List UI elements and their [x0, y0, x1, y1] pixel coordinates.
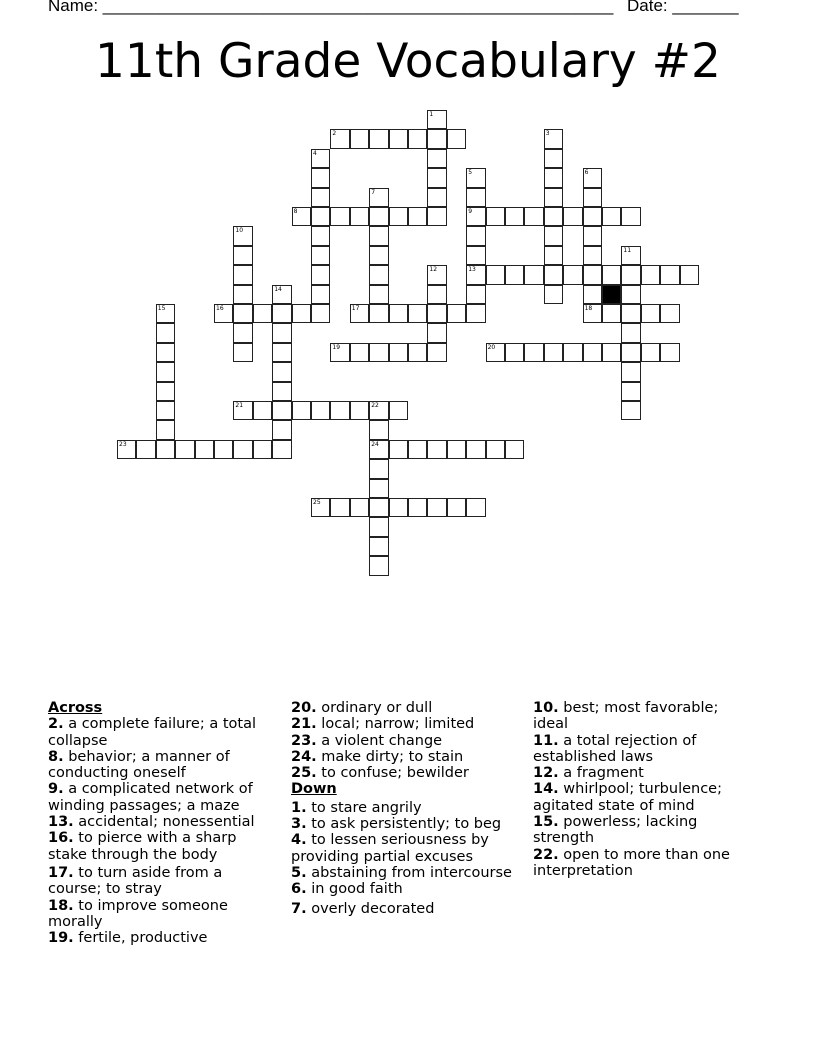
crossword-cell[interactable]: [233, 323, 252, 342]
clue-number: 8: [293, 208, 298, 215]
crossword-cell[interactable]: [583, 265, 602, 284]
clue-number: 24: [371, 440, 379, 448]
name-field[interactable]: Name: ______________________________________________________: [48, 0, 614, 15]
crossword-cell[interactable]: [583, 207, 602, 226]
clue-number: 13: [468, 266, 476, 274]
crossword-cell[interactable]: [486, 343, 505, 362]
crossword-cell[interactable]: [427, 149, 446, 168]
crossword-cell[interactable]: [272, 382, 291, 401]
crossword-cell[interactable]: [505, 440, 524, 459]
clues-column-2: [291, 700, 521, 917]
crossword-cell[interactable]: [369, 459, 388, 478]
clues-column-1: [48, 700, 278, 946]
crossword-cell[interactable]: [369, 188, 388, 207]
crossword-cell[interactable]: [292, 207, 311, 226]
crossword-cell[interactable]: [156, 401, 175, 420]
crossword-cell[interactable]: [350, 129, 369, 148]
crossword-cell[interactable]: [311, 207, 330, 226]
crossword-cell[interactable]: [621, 207, 640, 226]
crossword-cell[interactable]: [466, 265, 485, 284]
crossword-cell[interactable]: [369, 556, 388, 575]
crossword-cell[interactable]: [466, 226, 485, 245]
crossword-cell[interactable]: [311, 226, 330, 245]
crossword-cell[interactable]: [253, 440, 272, 459]
crossword-cell[interactable]: [660, 265, 679, 284]
clue-across: 13. accidental; nonessential: [48, 814, 255, 831]
crossword-cell[interactable]: [427, 498, 446, 517]
crossword-cell[interactable]: [369, 265, 388, 284]
crossword-cell[interactable]: [233, 343, 252, 362]
crossword-cell[interactable]: [156, 382, 175, 401]
crossword-cell[interactable]: [583, 285, 602, 304]
clue-across: 8. behavior; a manner of conducting oneself: [48, 748, 230, 782]
clue-across: 25. to confuse; bewilder: [291, 765, 469, 782]
clue-down: 7. overly decorated: [291, 900, 435, 917]
clue-down: 15. powerless; lacking strength: [533, 814, 698, 847]
crossword-cell[interactable]: [389, 343, 408, 362]
crossword-cell[interactable]: [524, 265, 543, 284]
crossword-cell[interactable]: [427, 440, 446, 459]
crossword-cell[interactable]: [350, 401, 369, 420]
clue-number: 21: [235, 402, 244, 409]
crossword-cell[interactable]: [272, 401, 291, 420]
crossword-cell[interactable]: [544, 343, 563, 362]
down-heading: Down: [291, 781, 337, 798]
crossword-cell[interactable]: [350, 498, 369, 517]
crossword-cell[interactable]: [369, 226, 388, 245]
crossword-cell[interactable]: [602, 304, 621, 323]
crossword-cell[interactable]: [389, 304, 408, 323]
clue-number: 9: [468, 208, 473, 215]
crossword-cell[interactable]: [311, 168, 330, 187]
crossword-cell[interactable]: [408, 440, 427, 459]
crossword-cell[interactable]: [466, 498, 485, 517]
clue-number: 2: [332, 130, 337, 138]
crossword-cell[interactable]: [214, 440, 233, 459]
crossword-cell[interactable]: [486, 207, 505, 226]
crossword-cell[interactable]: [544, 168, 563, 187]
crossword-cell[interactable]: [621, 401, 640, 420]
crossword-cell[interactable]: [272, 285, 291, 304]
crossword-cell[interactable]: [583, 343, 602, 362]
crossword-cell[interactable]: [156, 343, 175, 362]
crossword-cell[interactable]: [408, 129, 427, 148]
crossword-cell[interactable]: [427, 188, 446, 207]
crossword-cell[interactable]: [466, 440, 485, 459]
crossword-cell[interactable]: [272, 440, 291, 459]
crossword-cell[interactable]: [408, 304, 427, 323]
crossword-cell[interactable]: [427, 265, 446, 284]
crossword-cell[interactable]: [427, 343, 446, 362]
crossword-cell[interactable]: [544, 226, 563, 245]
crossword-cell[interactable]: [621, 362, 640, 381]
crossword-cell[interactable]: [486, 265, 505, 284]
crossword-cell[interactable]: [369, 440, 388, 459]
crossword-cell[interactable]: [621, 304, 640, 323]
crossword-cell[interactable]: [621, 323, 640, 342]
crossword-cell[interactable]: [621, 382, 640, 401]
clue-down: 4. to lessen seriousness by providing partial excuses: [291, 832, 489, 865]
crossword-cell[interactable]: [466, 246, 485, 265]
crossword-cell[interactable]: [583, 226, 602, 245]
clue-number: 3: [545, 130, 550, 138]
crossword-cell[interactable]: [292, 401, 311, 420]
page-title: 11th Grade Vocabulary #2: [95, 34, 721, 89]
crossword-cell[interactable]: [369, 304, 388, 323]
crossword-cell[interactable]: [621, 246, 640, 265]
crossword-cell[interactable]: [544, 265, 563, 284]
crossword-cell[interactable]: [389, 129, 408, 148]
crossword-cell[interactable]: [369, 537, 388, 556]
clue-number: 10: [235, 227, 244, 235]
crossword-cell[interactable]: [136, 440, 155, 459]
clue-number: 19: [332, 343, 341, 351]
clue-number: 20: [487, 343, 496, 351]
crossword-cell[interactable]: [330, 207, 349, 226]
crossword-cell[interactable]: [369, 517, 388, 536]
crossword-cell[interactable]: [447, 498, 466, 517]
crossword-cell[interactable]: [660, 304, 679, 323]
crossword-cell[interactable]: [369, 246, 388, 265]
crossword-cell[interactable]: [524, 343, 543, 362]
clue-down: 5. abstaining from intercourse: [291, 864, 512, 881]
crossword-cell[interactable]: [156, 420, 175, 439]
clue-across: 9. a complicated network of winding passages; a maze: [48, 781, 253, 814]
crossword-cell[interactable]: [544, 149, 563, 168]
crossword-cell[interactable]: [505, 265, 524, 284]
crossword-cell[interactable]: [583, 168, 602, 187]
crossword-cell[interactable]: [330, 401, 349, 420]
date-field[interactable]: Date: _______: [627, 0, 739, 15]
crossword-cell[interactable]: [544, 285, 563, 304]
clue-number: 12: [429, 266, 438, 274]
crossword-cell[interactable]: [680, 265, 699, 284]
crossword-cell[interactable]: [369, 207, 388, 226]
crossword-cell[interactable]: [583, 246, 602, 265]
crossword-cell[interactable]: [311, 285, 330, 304]
crossword-cell[interactable]: [563, 207, 582, 226]
crossword-cell[interactable]: [233, 246, 252, 265]
across-heading: Across: [48, 700, 103, 716]
crossword-cell[interactable]: [427, 129, 446, 148]
crossword-cell[interactable]: [156, 362, 175, 381]
clue-number: 16: [216, 305, 224, 312]
crossword-cell[interactable]: [350, 343, 369, 362]
crossword-cell[interactable]: [389, 401, 408, 420]
crossword-cell[interactable]: [408, 498, 427, 517]
crossword-cell[interactable]: [350, 207, 369, 226]
clue-number: 5: [468, 169, 473, 177]
crossword-cell[interactable]: [253, 401, 272, 420]
crossword-cell[interactable]: [369, 479, 388, 498]
clue-across: 24. make dirty; to stain: [291, 748, 464, 765]
crossword-cell[interactable]: [641, 343, 660, 362]
clue-number: 4: [313, 149, 317, 157]
crossword-cell[interactable]: [641, 304, 660, 323]
crossword-cell[interactable]: [369, 343, 388, 362]
clue-down: 12. a fragment: [533, 765, 644, 782]
clue-across: 17. to turn aside from a course; to stray: [48, 864, 223, 898]
crossword-cell[interactable]: [311, 498, 330, 517]
crossword-cell[interactable]: [389, 440, 408, 459]
clue-across: 20. ordinary or dull: [291, 700, 433, 716]
clue-number: 17: [351, 305, 360, 312]
crossword-cell[interactable]: [563, 343, 582, 362]
clue-across: 19. fertile, productive: [48, 930, 208, 947]
crossword-cell[interactable]: [117, 440, 136, 459]
crossword-cell[interactable]: [602, 265, 621, 284]
crossword-cell[interactable]: [563, 265, 582, 284]
clue-down: 22. open to more than one interpretation: [533, 846, 730, 879]
crossword-cell[interactable]: [369, 498, 388, 517]
crossword-cell[interactable]: [330, 498, 349, 517]
crossword-cell[interactable]: [272, 323, 291, 342]
crossword-cell[interactable]: [156, 323, 175, 342]
crossword-cell[interactable]: [272, 343, 291, 362]
crossword-cell[interactable]: [156, 304, 175, 323]
crossword-cell[interactable]: [195, 440, 214, 459]
crossword-cell[interactable]: [369, 401, 388, 420]
crossword-cell[interactable]: [505, 343, 524, 362]
clue-across: 16. to pierce with a sharp stake through the body: [48, 830, 237, 863]
crossword-cell[interactable]: [330, 129, 349, 148]
clue-down: 1. to stare angrily: [291, 799, 422, 816]
crossword-cell[interactable]: [369, 285, 388, 304]
crossword-cell[interactable]: [583, 188, 602, 207]
crossword-cell[interactable]: [233, 285, 252, 304]
clue-across: 23. a violent change: [291, 732, 443, 749]
crossword-cell[interactable]: [621, 343, 640, 362]
crossword-cell[interactable]: [583, 304, 602, 323]
clue-number: 23: [119, 440, 127, 448]
clue-number: 1: [429, 111, 434, 118]
clues-column-3: [533, 700, 753, 879]
crossword-cell[interactable]: [408, 207, 427, 226]
crossword-cell[interactable]: [486, 440, 505, 459]
crossword-cell[interactable]: [175, 440, 194, 459]
crossword-cell[interactable]: [544, 246, 563, 265]
crossword-cell[interactable]: [311, 188, 330, 207]
crossword-cell[interactable]: [233, 304, 252, 323]
crossword-cell[interactable]: [408, 343, 427, 362]
crossword-cell[interactable]: [389, 498, 408, 517]
crossword-cell[interactable]: [641, 265, 660, 284]
crossword-cell[interactable]: [253, 304, 272, 323]
clue-number: 6: [584, 169, 589, 177]
crossword-cell[interactable]: [505, 207, 524, 226]
crossword-cell[interactable]: [447, 304, 466, 323]
crossword-cell[interactable]: [544, 188, 563, 207]
clue-down: 3. to ask persistently; to beg: [291, 816, 502, 833]
crossword-cell[interactable]: [447, 129, 466, 148]
crossword-cell[interactable]: [602, 343, 621, 362]
crossword-cell[interactable]: [544, 207, 563, 226]
crossword-cell[interactable]: [272, 362, 291, 381]
crossword-cell[interactable]: [427, 110, 446, 129]
clue-number: 25: [313, 499, 321, 506]
crossword-cell[interactable]: [272, 420, 291, 439]
crossword-cell[interactable]: [214, 304, 233, 323]
crossword-cell[interactable]: [369, 420, 388, 439]
crossword-cell[interactable]: [524, 207, 543, 226]
clue-number: 14: [274, 285, 282, 293]
crossword-cell[interactable]: [660, 343, 679, 362]
crossword-cell[interactable]: [466, 304, 485, 323]
crossword-cell[interactable]: [427, 168, 446, 187]
crossword-cell[interactable]: [311, 149, 330, 168]
crossword-cell[interactable]: [427, 304, 446, 323]
clue-number: 15: [157, 305, 166, 312]
crossword-cell[interactable]: [311, 246, 330, 265]
crossword-cell[interactable]: [427, 207, 446, 226]
crossword-cell[interactable]: [544, 129, 563, 148]
crossword-cell[interactable]: [156, 440, 175, 459]
clue-across: 2. a complete failure; a total collapse: [48, 716, 256, 749]
crossword-cell[interactable]: [466, 285, 485, 304]
crossword-cell[interactable]: [350, 304, 369, 323]
crossword-cell[interactable]: [272, 304, 291, 323]
crossword-cell[interactable]: [427, 285, 446, 304]
crossword-cell[interactable]: [466, 168, 485, 187]
clue-down: 14. whirlpool; turbulence; agitated state of mind: [533, 781, 722, 814]
crossword-cell[interactable]: [369, 129, 388, 148]
crossword-cell[interactable]: [621, 285, 640, 304]
crossword-cell[interactable]: [311, 304, 330, 323]
crossword-cell[interactable]: [389, 207, 408, 226]
crossword-cell[interactable]: [447, 440, 466, 459]
crossword-cell[interactable]: [233, 265, 252, 284]
crossword-cell[interactable]: [233, 226, 252, 245]
clue-down: 10. best; most favorable; ideal: [533, 700, 719, 733]
crossword-black-cell: [602, 285, 621, 304]
clue-across: 21. local; narrow; limited: [291, 716, 475, 733]
crossword-cell[interactable]: [427, 323, 446, 342]
clue-down: 6. in good faith: [291, 881, 403, 898]
crossword-cell[interactable]: [466, 207, 485, 226]
crossword-cell[interactable]: [311, 265, 330, 284]
crossword-cell[interactable]: [233, 401, 252, 420]
clue-number: 18: [584, 305, 593, 312]
clue-across: 18. to improve someone morally: [48, 897, 228, 930]
crossword-cell[interactable]: [602, 207, 621, 226]
crossword-cell[interactable]: [466, 188, 485, 207]
clue-number: 11: [623, 246, 632, 254]
clue-number: 7: [371, 188, 376, 196]
crossword-cell[interactable]: [233, 440, 252, 459]
crossword-cell[interactable]: [292, 304, 311, 323]
crossword-cell[interactable]: [311, 401, 330, 420]
clue-down: 11. a total rejection of established laws: [533, 732, 697, 765]
crossword-cell[interactable]: [621, 265, 640, 284]
crossword-cell[interactable]: [330, 343, 349, 362]
clue-number: 22: [371, 402, 379, 409]
